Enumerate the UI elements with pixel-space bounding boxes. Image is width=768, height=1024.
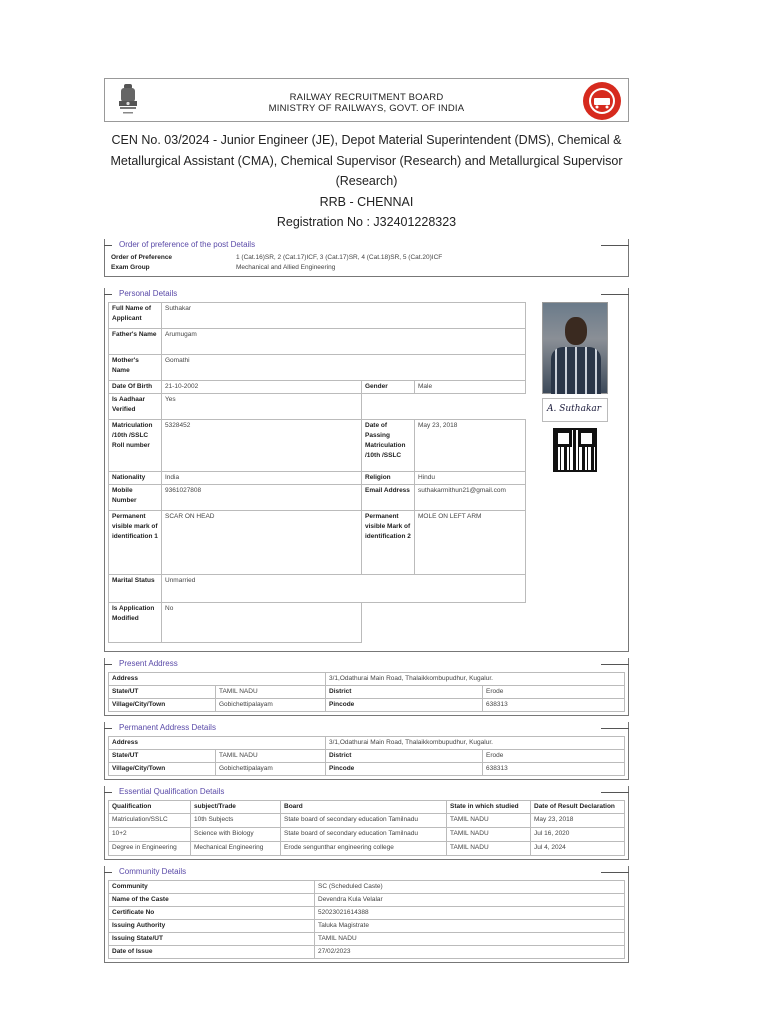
table-cell: 10th Subjects [191, 813, 281, 827]
registration-number: Registration No : J32401228323 [276, 215, 457, 229]
table-row [109, 672, 625, 685]
section-title: Essential Qualification Details [119, 786, 225, 796]
issuing-state-value: TAMIL NADU [315, 932, 625, 945]
state-label: State/UT [109, 685, 216, 698]
table-row [108, 253, 625, 263]
table-row [109, 698, 625, 711]
header-box [104, 78, 629, 122]
pincode-label: Pincode [326, 762, 483, 775]
dob-value: 21-10-2002 [162, 380, 362, 393]
religion-value: Hindu [415, 471, 526, 484]
table-row [109, 906, 625, 919]
permanent-address-table [108, 736, 625, 776]
marital-value: Unmarried [162, 574, 526, 602]
table-row [109, 880, 625, 893]
full-name-label: Full Name of Applicant [109, 302, 162, 328]
dop-value: May 23, 2018 [415, 419, 526, 471]
table-cell: Jul 4, 2024 [531, 841, 625, 855]
table-row [109, 945, 625, 958]
table-cell: 10+2 [109, 827, 191, 841]
community-value: SC (Scheduled Caste) [315, 880, 625, 893]
present-address-section [104, 658, 629, 716]
section-legend [108, 288, 625, 302]
aadhaar-value: Yes [162, 393, 362, 419]
column-header: State in which studied [447, 800, 531, 813]
table-cell: TAMIL NADU [447, 827, 531, 841]
table-row [109, 419, 526, 471]
table-row [109, 510, 526, 574]
mother-label: Mother's Name [109, 354, 162, 380]
table-row [109, 827, 625, 841]
village-label: Village/City/Town [109, 762, 216, 775]
pref-value: 1 (Cat.16)SR, 2 (Cat.17)ICF, 3 (Cat.17)SR, 4 (Cat.18)SR, 5 (Cat.20)ICF [236, 253, 443, 261]
issuing-state-label: Issuing State/UT [109, 932, 315, 945]
state-label: State/UT [109, 749, 216, 762]
preference-table [108, 253, 625, 273]
permanent-address-section [104, 722, 629, 780]
district-label: District [326, 685, 483, 698]
table-row [109, 574, 526, 602]
application-page [104, 78, 629, 963]
community-section [104, 866, 629, 963]
table-cell: TAMIL NADU [447, 813, 531, 827]
mark2-value: MOLE ON LEFT ARM [415, 510, 526, 574]
table-row [109, 471, 526, 484]
district-value: Erode [483, 685, 625, 698]
applicant-photo [542, 302, 608, 394]
dob-label: Date Of Birth [109, 380, 162, 393]
district-value: Erode [483, 749, 625, 762]
column-header: subject/Trade [191, 800, 281, 813]
table-row [109, 749, 625, 762]
table-row [109, 685, 625, 698]
village-value: Gobichettipalayam [216, 762, 326, 775]
table-cell: Science with Biology [191, 827, 281, 841]
ministry-name: MINISTRY OF RAILWAYS, GOVT. OF INDIA [268, 103, 465, 114]
father-label: Father's Name [109, 328, 162, 354]
column-header: Date of Result Declaration [531, 800, 625, 813]
address-label: Address [109, 672, 326, 685]
table-cell: State board of secondary education Tamilnadu [281, 827, 447, 841]
qualification-table [108, 800, 625, 856]
table-cell: State board of secondary education Tamilnadu [281, 813, 447, 827]
certificate-value: 52023021614388 [315, 906, 625, 919]
community-label: Community [109, 880, 315, 893]
village-label: Village/City/Town [109, 698, 216, 711]
issue-date-label: Date of Issue [109, 945, 315, 958]
certificate-label: Certificate No [109, 906, 315, 919]
father-value: Arumugam [162, 328, 526, 354]
preference-section [104, 239, 629, 277]
exam-group-value: Mechanical and Allied Engineering [236, 263, 336, 271]
address-value: 3/1,Odathurai Main Road, Thalaikkombupudhur, Kugalur. [326, 672, 625, 685]
pref-label: Order of Preference [111, 253, 173, 261]
personal-section [104, 288, 629, 652]
marital-label: Marital Status [109, 574, 162, 602]
pincode-value: 638313 [483, 762, 625, 775]
mark2-label: Permanent visible Mark of identification 2 [362, 510, 415, 574]
village-value: Gobichettipalayam [216, 698, 326, 711]
dop-label: Date of Passing Matriculation /10th /SSLC [362, 419, 415, 471]
table-row [109, 841, 625, 855]
religion-label: Religion [362, 471, 415, 484]
section-legend [108, 866, 625, 880]
caste-label: Name of the Caste [109, 893, 315, 906]
section-legend [108, 786, 625, 800]
pincode-label: Pincode [326, 698, 483, 711]
state-value: TAMIL NADU [216, 685, 326, 698]
table-row [109, 602, 526, 642]
nationality-label: Nationality [109, 471, 162, 484]
table-cell: TAMIL NADU [447, 841, 531, 855]
table-cell: Jul 16, 2020 [531, 827, 625, 841]
email-value: suthakarmithun21@gmail.com [415, 484, 526, 510]
table-row [109, 736, 625, 749]
column-header: Qualification [109, 800, 191, 813]
address-value: 3/1,Odathurai Main Road, Thalaikkombupudhur, Kugalur. [326, 736, 625, 749]
applicant-signature: A. Suthakar [542, 398, 608, 422]
issue-date-value: 27/02/2023 [315, 945, 625, 958]
matric-value: 5328452 [162, 419, 362, 471]
mobile-label: Mobile Number [109, 484, 162, 510]
section-legend [108, 658, 625, 672]
present-address-table [108, 672, 625, 712]
table-cell: Erode sengunthar engineering college [281, 841, 447, 855]
nationality-value: India [162, 471, 362, 484]
authority-label: Issuing Authority [109, 919, 315, 932]
table-row [109, 302, 526, 328]
table-row [109, 393, 526, 419]
section-title: Present Address [119, 658, 178, 668]
table-row [109, 893, 625, 906]
cen-title: CEN No. 03/2024 - Junior Engineer (JE), Depot Material Superintendent (DMS), Chemical & Metallurgical Assistant (CMA), Chemical Supervisor (Research) and Metallurgical Supervisor (Research) [110, 133, 623, 188]
rrb-name: RRB - CHENNAI [319, 194, 414, 209]
header-text [105, 92, 628, 114]
gender-label: Gender [362, 380, 415, 393]
authority-value: Taluka Magistrate [315, 919, 625, 932]
pincode-value: 638313 [483, 698, 625, 711]
modified-label: Is Application Modified [109, 602, 162, 642]
section-title: Order of preference of the post Details [119, 239, 256, 249]
section-legend [108, 722, 625, 736]
personal-table [108, 302, 526, 643]
table-cell: Matriculation/SSLC [109, 813, 191, 827]
mother-value: Gomathi [162, 354, 526, 380]
table-row [109, 762, 625, 775]
table-row [109, 813, 625, 827]
table-cell: Degree in Engineering [109, 841, 191, 855]
table-row [109, 354, 526, 380]
board-name: RAILWAY RECRUITMENT BOARD [289, 92, 444, 103]
table-row [109, 919, 625, 932]
column-header: Board [281, 800, 447, 813]
table-header-row [109, 800, 625, 813]
address-label: Address [109, 736, 326, 749]
table-cell: Mechanical Engineering [191, 841, 281, 855]
section-title: Permanent Address Details [119, 722, 216, 732]
matric-label: Matriculation /10th /SSLC Roll number [109, 419, 162, 471]
gender-value: Male [415, 380, 526, 393]
full-name-value: Suthakar [162, 302, 526, 328]
mark1-value: SCAR ON HEAD [162, 510, 362, 574]
district-label: District [326, 749, 483, 762]
modified-value: No [162, 602, 362, 642]
table-row [108, 263, 625, 273]
community-table [108, 880, 625, 959]
section-legend [108, 239, 625, 253]
mark1-label: Permanent visible mark of identification 1 [109, 510, 162, 574]
mobile-value: 9361027808 [162, 484, 362, 510]
email-label: Email Address [362, 484, 415, 510]
table-row [109, 932, 625, 945]
table-row [109, 484, 526, 510]
table-cell: May 23, 2018 [531, 813, 625, 827]
indian-railways-logo-icon [582, 81, 622, 121]
section-title: Personal Details [119, 288, 178, 298]
qualification-section [104, 786, 629, 860]
qr-code-icon [553, 428, 597, 472]
exam-group-label: Exam Group [111, 263, 150, 271]
aadhaar-label: Is Aadhaar Verified [109, 393, 162, 419]
table-row [109, 328, 526, 354]
caste-value: Devendra Kula Velalar [315, 893, 625, 906]
state-value: TAMIL NADU [216, 749, 326, 762]
section-title: Community Details [119, 866, 187, 876]
table-row [109, 380, 526, 393]
